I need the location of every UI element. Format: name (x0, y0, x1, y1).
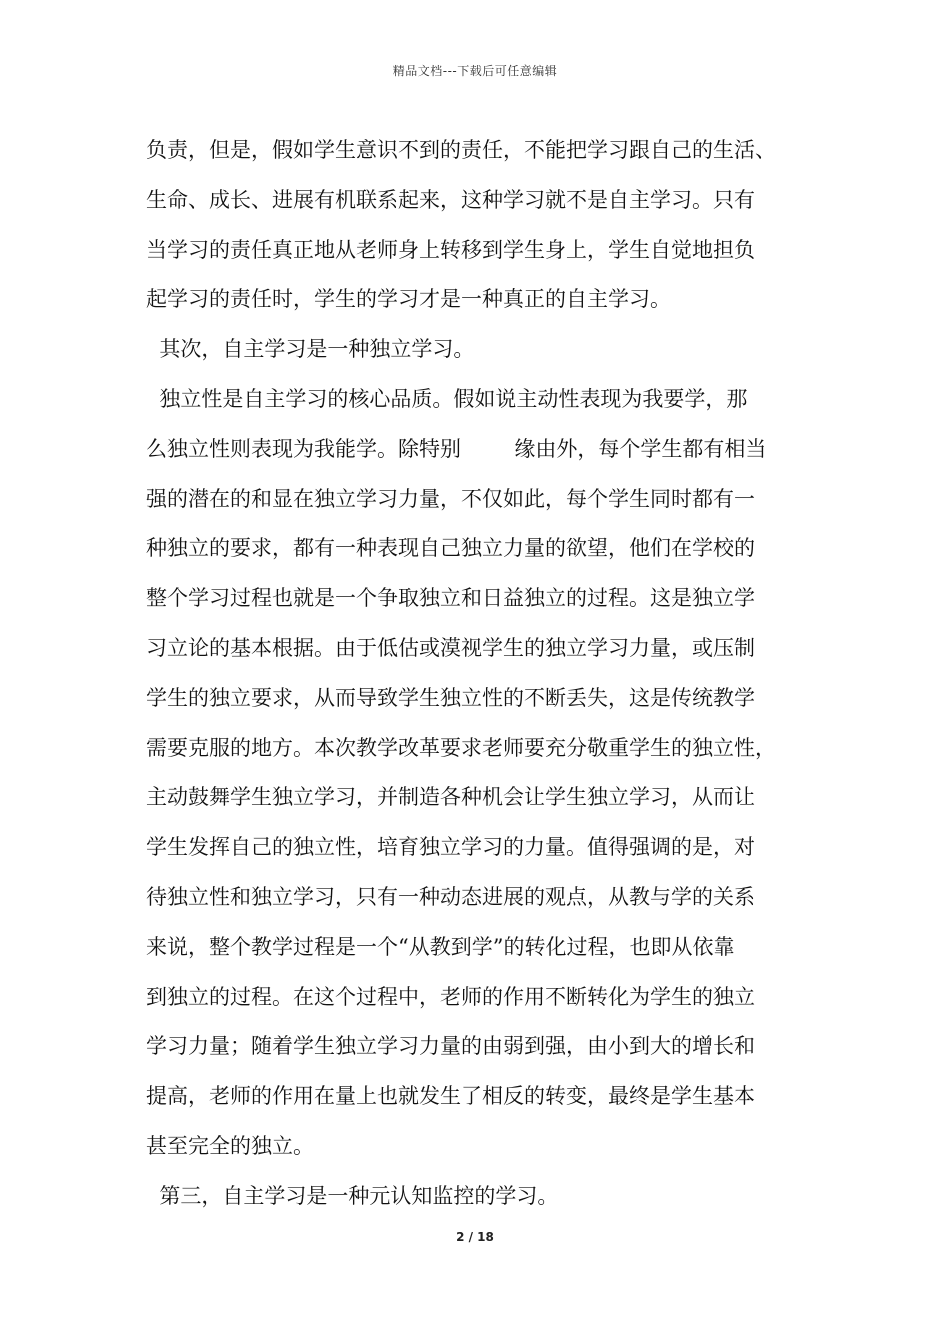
text-line: 来说，整个教学过程是一个“从教到学”的转化过程，也即从依靠 (146, 934, 735, 959)
text-line: 么独立性则表现为我能学。除特别 缘由外，每个学生都有相当 (146, 436, 767, 461)
text-line: 待独立性和独立学习，只有一种动态进展的观点，从教与学的关系 (146, 884, 755, 909)
document-body (146, 126, 836, 1222)
text-line: 甚至完全的独立。 (146, 1133, 314, 1158)
text-line: 学习力量；随着学生独立学习力量的由弱到强，由小到大的增长和 (146, 1034, 755, 1059)
text-line: 学生发挥自己的独立性，培育独立学习的力量。值得强调的是，对 (146, 835, 755, 860)
text-line: 其次，自主学习是一种独立学习。 (146, 337, 475, 362)
text-line: 独立性是自主学习的核心品质。假如说主动性表现为我要学，那 (146, 386, 748, 411)
page-number: 2 / 18 (456, 1230, 494, 1244)
text-line: 第三，自主学习是一种元认知监控的学习。 (146, 1183, 559, 1208)
text-line: 起学习的责任时，学生的学习才是一种真正的自主学习。 (146, 287, 671, 312)
text-line: 需要克服的地方。本次教学改革要求老师要充分敬重学生的独立性， (146, 735, 776, 760)
text-line: 强的潜在的和显在独立学习力量，不仅如此，每个学生同时都有一 (146, 486, 755, 511)
text-line: 到独立的过程。在这个过程中，老师的作用不断转化为学生的独立 (146, 984, 755, 1009)
text-line: 提高，老师的作用在量上也就发生了相反的转变，最终是学生基本 (146, 1084, 755, 1109)
page-header: 精品文档---下载后可任意编辑 (392, 64, 558, 78)
text-line: 种独立的要求，都有一种表现自己独立力量的欲望，他们在学校的 (146, 536, 755, 561)
text-line: 负责，但是，假如学生意识不到的责任，不能把学习跟自己的生活、 (146, 138, 776, 162)
text-line: 生命、成长、进展有机联系起来，这种学习就不是自主学习。只有 (146, 187, 755, 212)
text-line: 整个学习过程也就是一个争取独立和日益独立的过程。这是独立学 (146, 586, 755, 611)
text-line: 习立论的基本根据。由于低估或漠视学生的独立学习力量，或压制 (146, 635, 755, 660)
text-line: 当学习的责任真正地从老师身上转移到学生身上，学生自觉地担负 (146, 237, 755, 262)
text-line: 主动鼓舞学生独立学习，并制造各种机会让学生独立学习，从而让 (146, 785, 755, 810)
text-line: 学生的独立要求，从而导致学生独立性的不断丢失，这是传统教学 (146, 685, 755, 710)
